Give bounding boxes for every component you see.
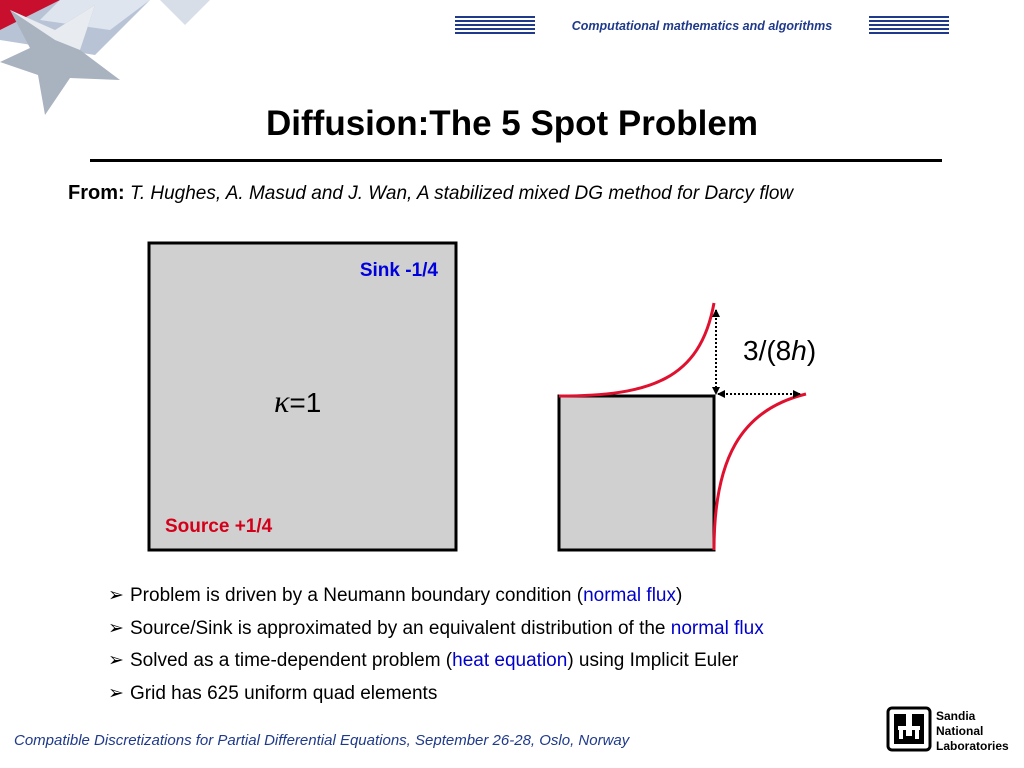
logo-line-2: National (936, 724, 984, 738)
bullet-highlight: heat equation (452, 650, 568, 671)
dimension-label (743, 335, 816, 366)
footer-text: Compatible Discretizations for Partial Differential Equations, September 26-28, Oslo, Norway (14, 732, 630, 749)
dimension-suffix: ) (806, 335, 817, 366)
bullet-item (108, 682, 764, 715)
arrow-bullet-icon: ➢ (108, 650, 124, 671)
sandia-logo-icon (886, 706, 932, 752)
bullet-item (108, 584, 764, 617)
bullet-highlight: normal flux (583, 585, 676, 606)
arrow-bullet-icon: ➢ (108, 617, 124, 639)
bullet-text: Grid has 625 uniform quad elements (130, 682, 438, 704)
bullet-list (108, 584, 764, 714)
sink-label: Sink -1/4 (359, 260, 438, 281)
kappa-value: =1 (289, 387, 322, 418)
arrow-bullet-icon: ➢ (108, 682, 124, 704)
citation-text: T. Hughes, A. Masud and J. Wan, A stabilized mixed DG method for Darcy flow (129, 183, 794, 204)
flux-curve-right (714, 394, 806, 550)
bullet-highlight: normal flux (670, 617, 764, 639)
arrow-bullet-icon: ➢ (108, 585, 124, 606)
bullet-text: Source/Sink is approximated by an equivalent distribution of the (130, 617, 671, 639)
bullet-item (108, 649, 764, 682)
slide-title: Diffusion:The 5 Spot Problem (266, 104, 758, 143)
bullet-text: Solved as a time-dependent problem ( (130, 650, 453, 671)
sandia-logo-text (936, 709, 1009, 754)
bullet-text-end: ) (676, 585, 683, 606)
logo-line-3: Laboratories (936, 739, 1009, 753)
from-label: From: (68, 182, 125, 204)
flux-curve-top (559, 303, 714, 396)
bullet-item (108, 617, 764, 650)
banner-text: Computational mathematics and algorithms (571, 19, 833, 33)
dimension-prefix: 3/(8 (743, 335, 792, 366)
kappa-symbol: κ (274, 383, 290, 419)
dimension-var: h (791, 335, 807, 366)
logo-line-1: Sandia (936, 709, 976, 723)
bullet-text: Problem is driven by a Neumann boundary condition ( (130, 585, 584, 606)
source-label: Source +1/4 (165, 516, 273, 537)
bullet-text-end: ) using Implicit Euler (567, 650, 739, 671)
kappa-label (274, 383, 321, 419)
corner-cell (559, 396, 714, 550)
